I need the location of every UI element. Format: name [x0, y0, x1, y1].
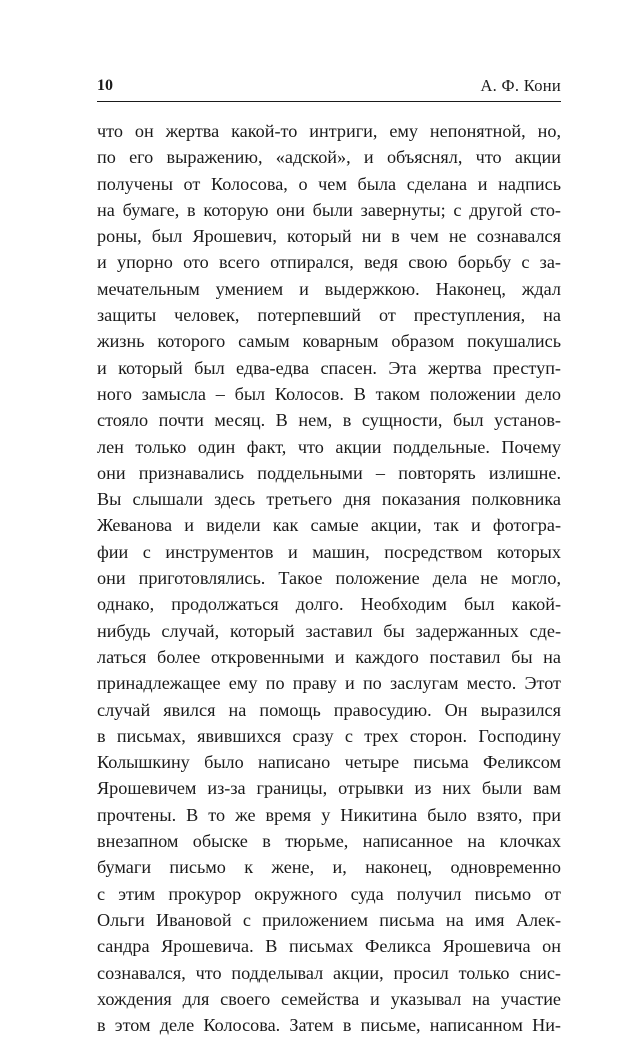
text-line: принадлежащее ему по праву и по заслугам место. Этот — [97, 673, 561, 694]
text-line: нибудь случай, который заставил бы задержанных сде- — [97, 620, 561, 641]
page-number: 10 — [97, 77, 113, 94]
text-line: по его выражению, «адской», и объяснял, что акции — [97, 147, 561, 168]
body-text — [97, 118, 561, 1038]
text-line: получены от Колосова, о чем была сделана и надпись — [97, 173, 561, 194]
text-line: Колышкину было написано четыре письма Феликсом — [97, 752, 561, 773]
text-line: бумаги письмо к жене, и, наконец, одновременно — [97, 857, 561, 878]
text-line: с этим прокурор окружного суда получил письмо от — [97, 883, 561, 904]
text-line: ного замысла – был Колосов. В таком положении дело — [97, 383, 561, 404]
text-line: в письмах, явившихся сразу с трех сторон. Господину — [97, 725, 561, 746]
text-line: на бумаге, в которую они были завернуты; с другой сто- — [97, 199, 561, 220]
text-line: Вы слышали здесь третьего дня показания полковника — [97, 489, 561, 510]
text-line: и который был едва-едва спасен. Эта жертва преступ- — [97, 357, 561, 378]
text-line: жизнь которого самым коварным образом покушались — [97, 331, 561, 352]
text-line: мечательным умением и выдержкою. Наконец, ждал — [97, 278, 561, 299]
text-line: внезапном обыске в тюрьме, написанное на клочках — [97, 831, 561, 852]
text-line: фии с инструментов и машин, посредством которых — [97, 541, 561, 562]
text-line: что он жертва какой-то интриги, ему непонятной, но, — [97, 121, 561, 141]
text-line: и упорно ото всего отпирался, ведя свою борьбу с за- — [97, 252, 561, 273]
text-line: латься более откровенными и каждого поставил бы на — [97, 646, 561, 667]
text-line: сознавался, что подделывал акции, просил только снис- — [97, 962, 561, 983]
header-rule — [97, 101, 561, 102]
text-line: Ярошевичем из-за границы, отрывки из них были вам — [97, 778, 561, 799]
running-head-author: А. Ф. Кони — [480, 76, 561, 95]
text-line: они признавались поддельными – повторять излишне. — [97, 462, 561, 483]
text-line: лен только один факт, что акции поддельные. Почему — [97, 436, 561, 457]
text-line: роны, был Ярошевич, который ни в чем не сознавался — [97, 226, 561, 247]
text-line: в этом деле Колосова. Затем в письме, написанном Ни- — [97, 1015, 561, 1036]
text-line: они приготовлялись. Такое положение дела не могло, — [97, 568, 561, 589]
text-line: хождения для своего семейства и указывал на участие — [97, 988, 561, 1009]
running-head — [97, 74, 561, 98]
text-line: защиты человек, потерпевший от преступления, на — [97, 305, 561, 326]
text-line: прочтены. В то же время у Никитина было взято, при — [97, 804, 561, 825]
text-line: сандра Ярошевича. В письмах Феликса Ярошевича он — [97, 936, 561, 957]
text-line: стояло почти месяц. В нем, в сущности, был установ- — [97, 410, 561, 431]
text-line: Жеванова и видели как самые акции, так и фотогра- — [97, 515, 561, 536]
text-line: случай явился на помощь правосудию. Он выразился — [97, 699, 561, 720]
text-line: однако, продолжаться долго. Необходим был какой- — [97, 594, 561, 615]
text-line: Ольги Ивановой с приложением письма на имя Алек- — [97, 909, 561, 930]
